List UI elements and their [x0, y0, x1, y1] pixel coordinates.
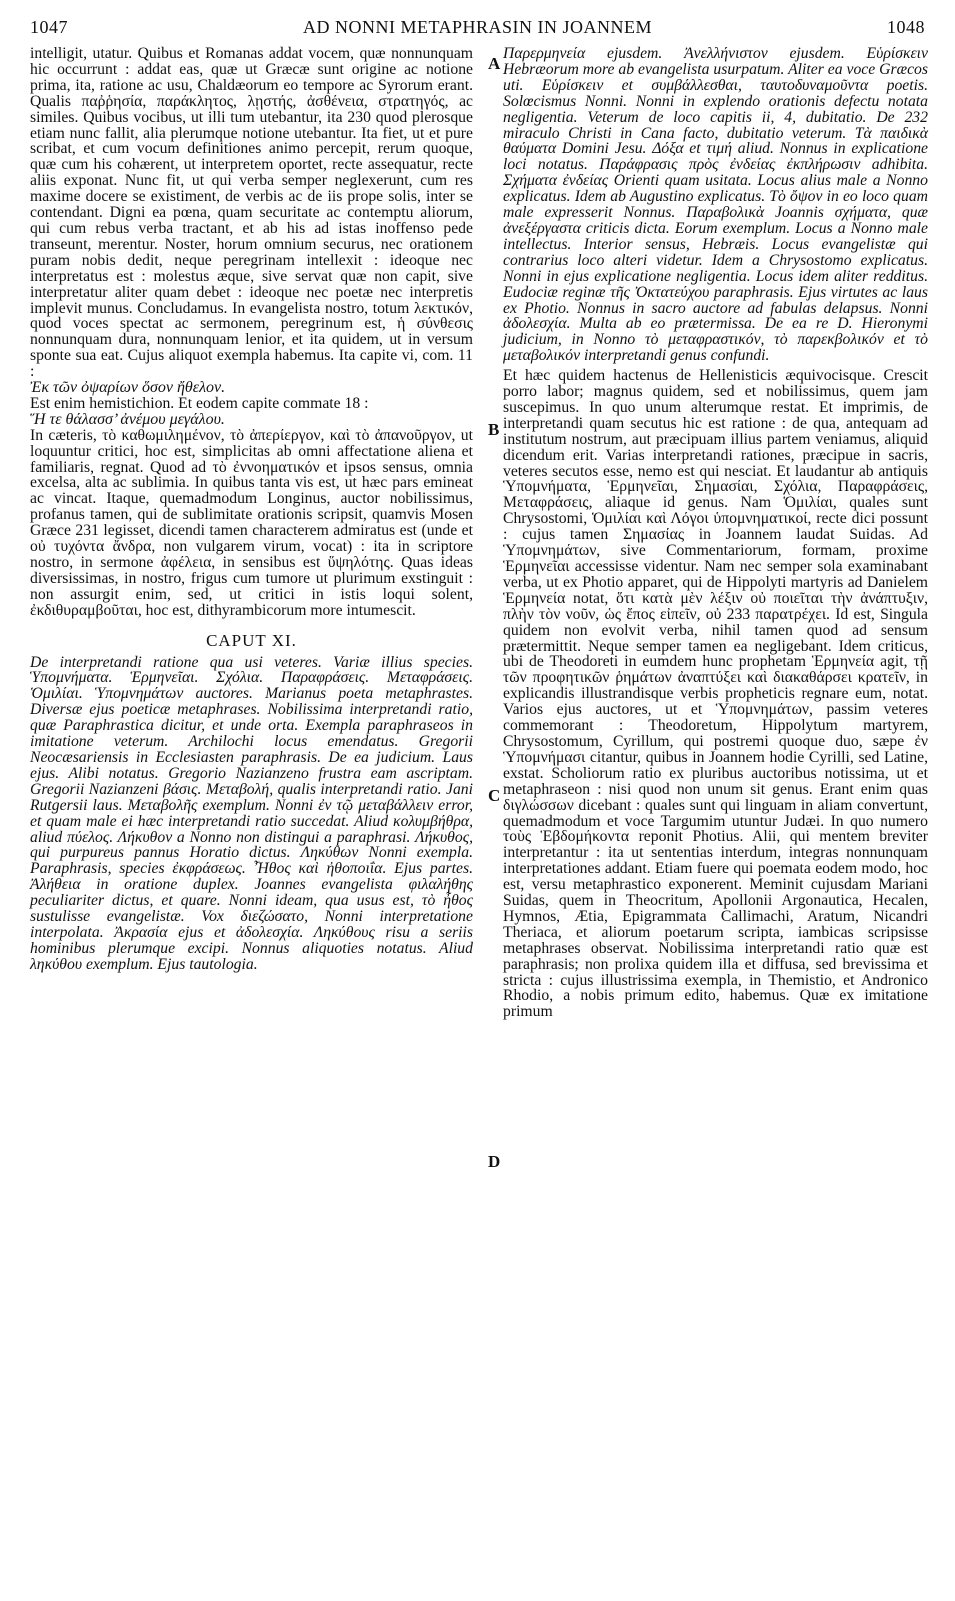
margin-letter-b: B [488, 420, 500, 439]
left-paragraph-2: Est enim hemistichion. Et eodem capite commate 18 : [30, 394, 369, 412]
greek-quote-2: Ἥ τε θάλασσ’ ἀνέμου μεγάλου. [30, 410, 225, 428]
right-paragraph-1: Et hæc quidem hactenus de Hellenisticis æquivocisque. Crescit porro labor; magnus quidem, sed et nobilissimus, quem jam suscepimus. In quo unum alterumque restat. Et imprimis, de interpretandi quam secutus hic est ratione : de qua, antequam ad institutum nostrum, aut præcipuam illius partem veniamus, aliquid dicendum erit. Varias interpretandi rationes, præcipue in sacris, veteres secutos esse, nemo est qui nesciat. Et laudantur ab antiquis Ὑπομνήματα, Ἑρμηνεῖαι, Σημασίαι, Σχόλια, Παραφράσεις, Μεταφράσεις, aliaque id genus. Nam Ὁμιλίαι, quales sunt Chrysostomi, Ὁμιλίαι καὶ Λόγοι ὑπομνηματικοί, recte dici possunt : cujus tamen Σημασίας in Joannem laudat Suidas. Ad Ὑπομνημάτων, sive Commentariorum, formam, proxime Ἑρμηνεῖαι accessisse videntur. Nam nec semper sola examinabant verba, ut ex Photio apparet, qui de Hippolyti martyris ad Danielem Ἑρμηνεία notat, ὅτι κατὰ μὲν λέξιν οὐ ποιεῖται τὴν ἀνάπτυξιν, πλὴν τὸν νοῦν, ὡς ἔπος εἰπεῖν, οὐ 233 παρατρέχει. Id est, Singula quidem non evolvit verba, nihil tamen quod ad sensum prætermittit. Neque semper tamen ea negligebant. Idem criticus, ubi de Theodoreti in eumdem hunc prophetam Ἑρμηνεία agit, τῇ τῶν προφητικῶν ῥημάτων ἀναπτύξει καὶ διακαθάρσει κρατεῖν, in explicandis illustrandisque verbis propheticis regnare eum, notat. Varios ejus auctores, ut et Ὑπομνημάτων, passim veteres commemorant : Theodoretum, Hippolytum martyrem, Chrysostomum, Cyrillum, qui postremi quoque duo, sæpe ἐν Ὑπομνήμασι citantur, quibus in Joannem hodie Cyrilli, sed Latine, exstat. Scholiorum ratio ex pluribus auctoribus notissima, ut et metaphraseon : nisi quod non unum sit genus. Erant enim quas διγλώσσων dicebant : quales sunt qui linguam in aliam convertunt, quemadmodum et voce Targumim utuntur Judæi. In quo numero τοὺς Ἑβδομήκοντα reponit Photius. Alii, qui mentem breviter interpretantur : ita ut sententias interdum, integras nonnunquam interpretationes addant. Etiam fuere qui poemata eodem modo, hoc est, versu metaphrastico exponerent. Meminit cujusdam Mariani Suidas, quem in Theocritum, Apollonii Argonautica, Hecalen, Hymnos, Ætia, Epigrammata Callimachi, Aratum, Nicandri Theriaca, et aliorum poetarum scripta, iambicas scripsisse metaphrases observat. Nobilissima interpretandi ratio quæ est paraphrasis; non prolixa quidem illa et diffusa, sed brevissima et stricta : cujus illustrissima exempla, in Themistio, et Andronico Rhodio, a nobis primum edito, habemus. Quæ ex imitatione primum [503, 367, 928, 1021]
running-title: AD NONNI METAPHRASIN IN JOANNEM [302, 16, 653, 37]
margin-letter-c: C [488, 786, 501, 805]
page-header [30, 12, 925, 42]
right-page-number: 1048 [887, 16, 925, 37]
left-paragraph-3: In cæteris, τὸ καθωμιλημένον, τὸ ἀπερίεργον, καὶ τὸ ἀπανοῦργον, ut loquuntur critici, hoc est, simplicitas ab omni affectatione aliena et familiaris, regnat. Quod ad τὸ ἐννοηματικόν et ipsos sensus, omnia excelsa, alta ac sublimia. In quibus tanta vis est, ut hæc pars emineat ac vincat. Itaque, quemadmodum Longinus, auctor nobilissimus, profanus tamen, qui de sublimitate orationis scripsit, quamvis Mosen Græce 231 legisset, dicendi tamen characterem admiratus est (unde et οὐ τυχόντα ἄνδρα, non vulgarem virum, vocat) : ita in scriptore nostro, in sermone ἀφέλεια, in sensibus est ὕψηλότης. Quas ideas diversissimas, in nostro, frigus cum tumore ut plurimum exstinguit : non assurgit enim, sed, ut critici in istis loqui solent, ἐκδιθυραμβοῦται, hoc est, dithyrambicorum more intumescit. [30, 426, 473, 619]
margin-letter-a: A [488, 54, 501, 73]
chapter-summary-right: Παρερμηνεία ejusdem. Ἀνελλήνιστον ejusdem. Εὑρίσκειν Hebræorum more ab evangelista usurpatum. Aliter ea voce Græcos uti. Εὑρίσκειν et συμβάλλεσθαι, ταυτοδυναμοῦντα poetis. Solœcismus Nonni. Nonni in explendo orationis defectu notata negligentia. Veterum de loco capitis ii, 4, dubitatio. De 232 miraculo Christi in Cana facto, dubitatio veterum. Τὰ παιδικὰ θαύματα Domini Jesu. Δόξα et τιμή aliud. Nonnus in explicatione loci notatus. Παράφρασις πρὸς ἐνδείας ἐκπλήρωσιν adhibita. Σχήματα ἐνδείας Orienti quam usitata. Locus alius male a Nonno explicatus. Idem ab Augustino explicatus. Τὸ ὄψον in eo loco quam male expresserit Nonnus. Παραβολικὰ Joannis σχήματα, quæ ἀνεξέργαστα criticis dicta. Eorum exemplum. Locus a Nonno male intellectus. Interior sensus, Hebræis. Locus evangelistæ qui contrarius loco alteri videtur. Idem a Chrysostomo explicatus. Nonni in ejus explicatione negligentia. Locus idem aliter redditus. Eudociæ reginæ τῆς Ὀκτατεύχου paraphrasis. Ejus virtutes ac laus ex Photio. Nonnus in sacro auctore ad fabulas delapsus. Nonni ἀδολεσχία. Multa ab eo prætermissa. De ea re D. Hieronymi judicium, in Nonno τὸ μεταφραστικόν, τὸ παρεκβολικόν et τὸ μεταβολικόν interpretandi genus confundi. [503, 45, 928, 365]
chapter-heading: CAPUT XI. [206, 630, 297, 650]
right-column [503, 46, 928, 1020]
left-paragraph-1: intelligit, utatur. Quibus et Romanas addat vocem, quæ nonnunquam hic occurrunt : addat eas, quæ ut Græcæ sunt origine ac notione prima, ita, ratione ac usu, Chaldæorum eo tempore ac Syrorum erant. Qualis παῤῥησία, παράκλητος, λῃστής, ἀσθένεια, στρατηγός, ac similes. Quibus vocibus, ut illi tum utebantur, ita 230 quod plerosque etiam nunc fallit, alia plerumque notione utebantur. Ita fiet, ut et pure scribat, et cum vocum definitiones animo percepit, rerum quoque, quæ cum his cohærent, ut interpretem oportet, recte assequatur, recte aliis exponat. Nunc fit, ut qui verba semper neglexerunt, cum res maxime docere se existiment, de verbis ac de iis prope solis, inter se contendant. Digni ea pœna, quam securitate ac contemptu aliorum, qui cum rebus verba tractant, et ab his ad istas inoffenso pede transeunt, merentur. Noster, horum omnium securus, nec orationem puram nobis dedit, neque peregrinam intellexit : ideoque nec interpretatus est : molestus æque, sive servat quæ non capit, sive interpretatur aliter quam debet : ideoque nec poetæ nec interpretis implevit munus. Concludamus. In evangelista nostro, totum λεκτικόν, quod voces spectat ac sermonem, peregrinum est, ἡ σύνθεσις nonnunquam dura, nonnunquam lenior, et ita quidem, ut in versum sponte sua eat. Cujus aliquot exempla habemus. Ita capite vi, com. 11 : [30, 45, 473, 381]
greek-quote-1: Ἐκ τῶν ὀψαρίων ὅσον ἤθελον. [30, 379, 226, 397]
left-page-number: 1047 [30, 16, 68, 37]
left-column [30, 46, 473, 973]
margin-letter-d: D [488, 1152, 501, 1171]
chapter-summary-left: De interpretandi ratione qua usi veteres. Variæ illius species. Ὑπομνήματα. Ἑρμηνεῖαι. Σχόλια. Παραφράσεις. Μεταφράσεις. Ὁμιλίαι. Ὑπομνημάτων auctores. Marianus poeta metaphrastes. Diversæ ejus poeticæ metaphrases. Nobilissima interpretandi ratio, quæ Paraphrastica dicitur, et unde orta. Exempla paraphraseos in imitatione veterum. Archilochi locus emendatus. Gregorii Neocæsariensis in Ecclesiasten paraphrasis. De ea judicium. Laus ejus. Alibi notatus. Gregorio Nazianzeno frustra eam ascriptam. Gregorii Nazianzeni βάσις. Μεταβολή, qualis interpretandi ratio. Jani Rutgersii laus. Μεταβολῆς exemplum. Nonni ἐν τῷ μεταβάλλειν error, et quam male ei hæc interpretandi ratio succedat. Aliud κολυμβήθρα, aliud πύελος. Λήκυθον a Nonno non distingui a paraphrasi. Λήκυθος, qui purpureus pannus Horatio dictus. Ληκύθων Nonni exempla. Paraphrasis, species ἐκφράσεως. Ἦθος καὶ ἠθοποιΐα. Ejus partes. Ἀλήθεια in oratione duplex. Joannes evangelista φιλαλήθης peculiariter dictus, et quare. Nonni ideam, qua usus est, τὸ ἦθος sustulisse evangelistæ. Vox διεζώσατο, Nonni interpretatione interpolata. Ἀκρασία ejus et ἀδολεσχία. Ληκύθους risu a seriis hominibus plerumque excipi. Nonnus aliquoties notatus. Aliud ληκύθου exemplum. Ejus tautologia. [30, 653, 473, 973]
